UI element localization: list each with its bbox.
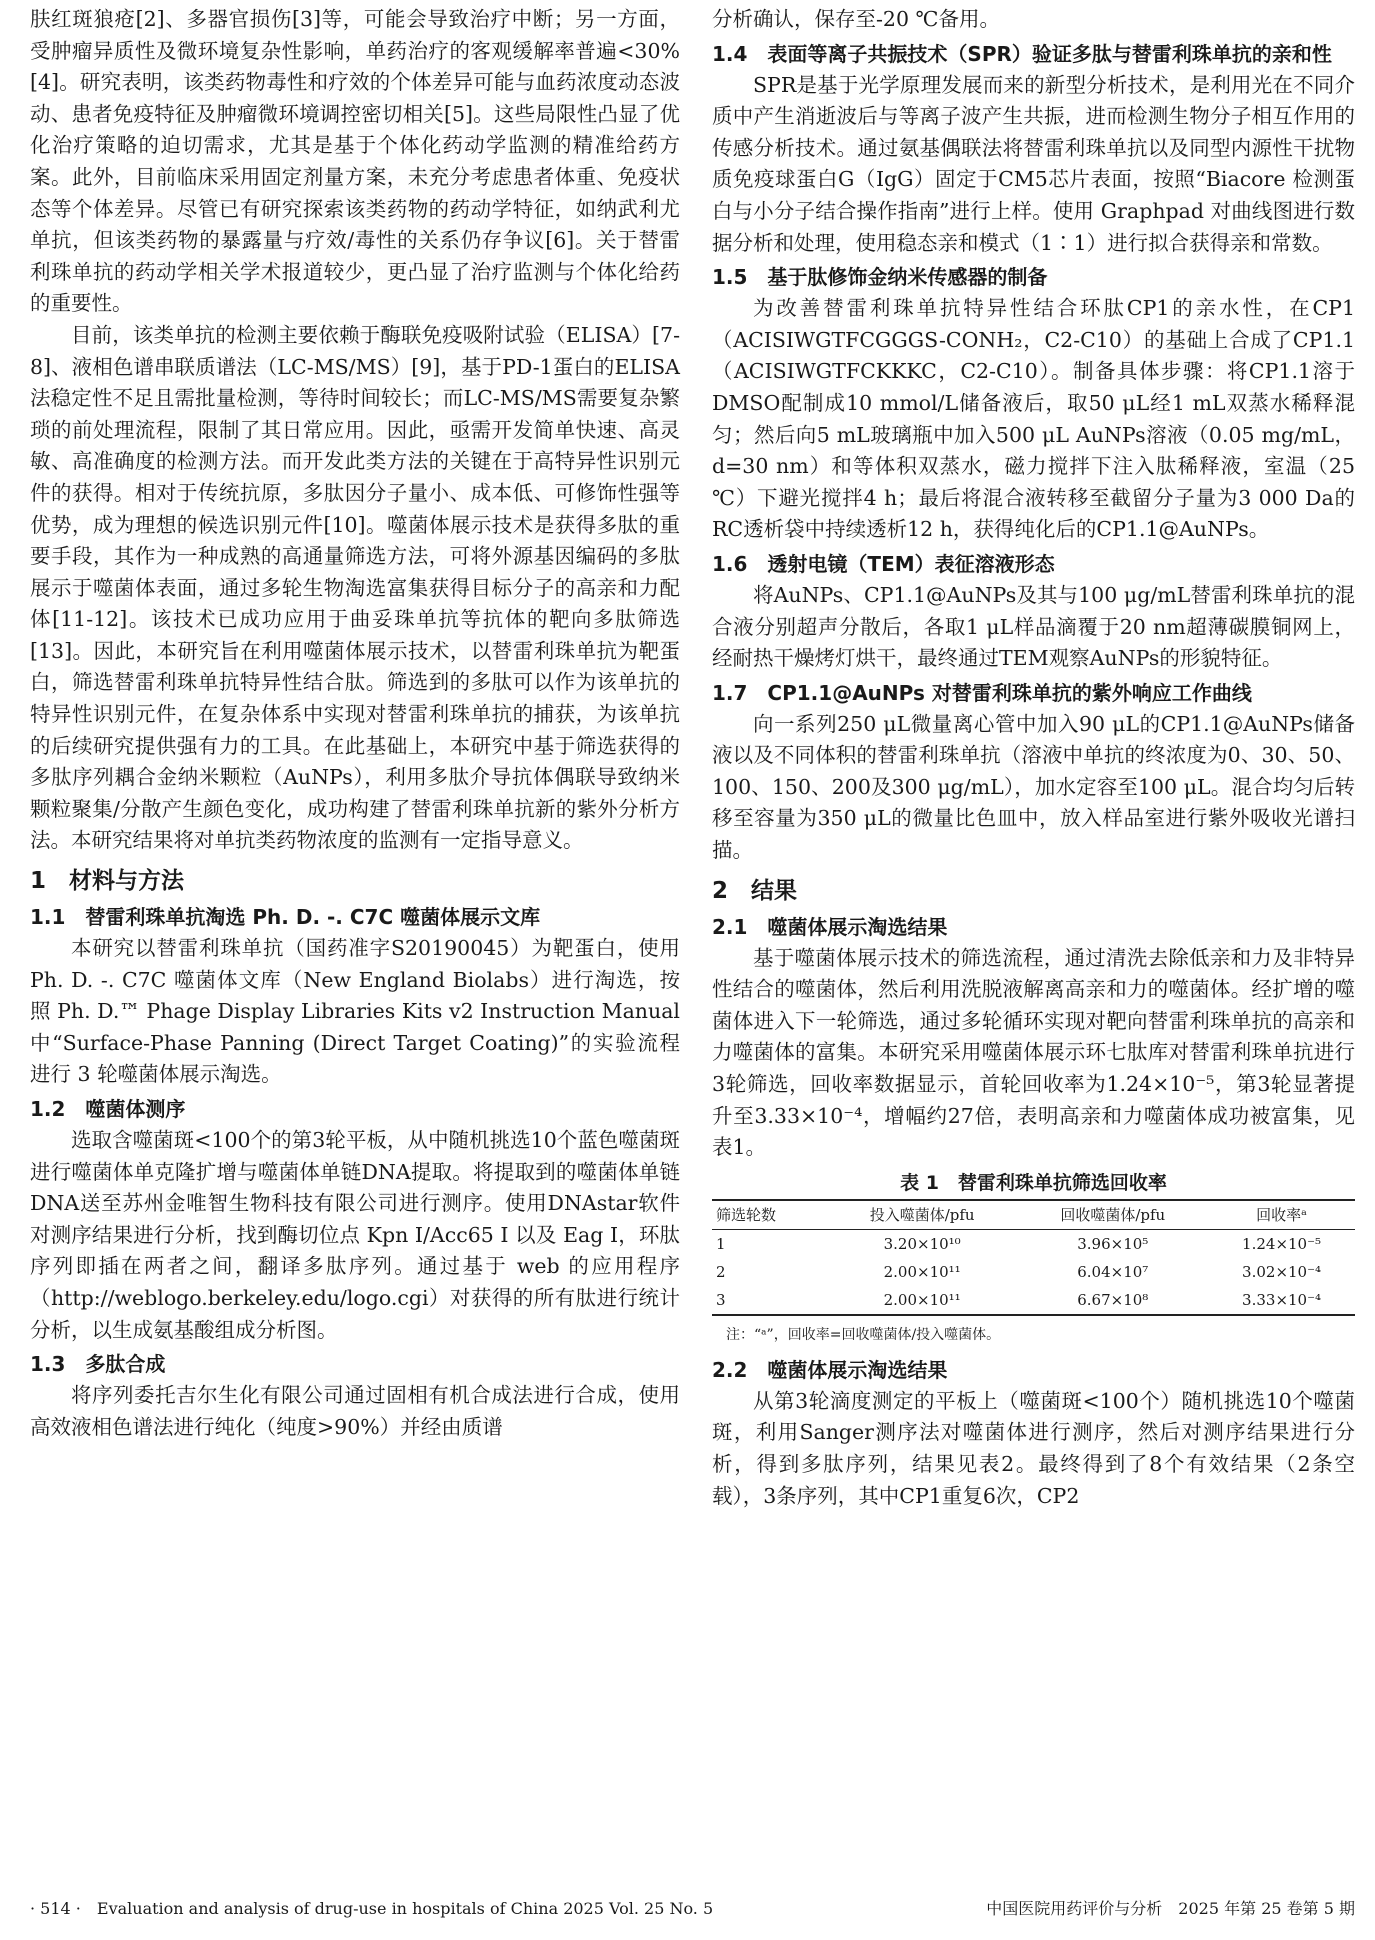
table-cell: 3.02×10⁻⁴ [1242,1262,1322,1281]
table-cell: 3.20×10¹⁰ [883,1234,961,1253]
left-column [30,4,680,1443]
section-heading: 1 材料与方法 [30,868,185,895]
subsection-heading: 1.5 基于肽修饰金纳米传感器的制备 [712,265,1048,290]
paragraph: 向一系列250 μL微量离心管中加入90 μL的CP1.1@AuNPs储备液以及不同体积的替雷利珠单抗（溶液中单抗的终浓度为0、30、50、100、150、200及300 μg/mL），加水定容至100 μL。混合均匀后转移至容量为350 μL的微量比色皿中，放入样品室进行紫外吸收光谱扫描。 [712,711,1355,863]
recovery-table [712,1199,1355,1316]
paragraph: 目前，该类单抗的检测主要依赖于酶联免疫吸附试验（ELISA）[7-8]、液相色谱串联质谱法（LC-MS/MS）[9]，基于PD-1蛋白的ELISA法稳定性不足且需批量检测，等待时间较长；而LC-MS/MS需要复杂繁琐的前处理流程，限制了其日常应用。因此，亟需开发简单快速、高灵敏、高准确度的检测方法。而开发此类方法的关键在于高特异性识别元件的获得。相对于传统抗原，多肽因分子量小、成本低、可修饰性强等优势，成为理想的候选识别元件[10]。噬菌体展示技术是获得多肽的重要手段，其作为一种成熟的高通量筛选方法，可将外源基因编码的多肽展示于噬菌体表面，通过多轮生物淘选富集获得目标分子的高亲和力配体[11-12]。该技术已成功应用于曲妥珠单抗等抗体的靶向多肽筛选[13]。因此，本研究旨在利用噬菌体展示技术，以替雷利珠单抗为靶蛋白，筛选替雷利珠单抗特异性结合肽。筛选到的多肽可以作为该单抗的特异性识别元件，在复杂体系中实现对替雷利珠单抗的捕获，为该单抗的后续研究提供强有力的工具。在此基础上，本研究中基于筛选获得的多肽序列耦合金纳米颗粒（AuNPs），利用多肽介导抗体偶联导致纳米颗粒聚集/分散产生颜色变化，成功构建了替雷利珠单抗新的紫外分析方法。本研究结果将对单抗类药物浓度的监测有一定指导意义。 [30,322,680,853]
table-cell: 6.04×10⁷ [1077,1262,1149,1281]
table-row [712,1258,1355,1286]
table-cell: 3.33×10⁻⁴ [1242,1290,1322,1309]
subsection-heading: 2.1 噬菌体展示淘选结果 [712,914,948,939]
table-1 [712,1168,1355,1344]
table-cell: 1 [716,1234,726,1253]
table-header-cell: 筛选轮数 [716,1205,777,1224]
subsection-heading: 1.7 CP1.1@AuNPs 对替雷利珠单抗的紫外响应工作曲线 [712,680,1252,705]
table-row [712,1286,1355,1315]
footer-right: 中国医院用药评价与分析 2025 年第 25 卷第 5 期 [986,1899,1355,1918]
paragraph: 将序列委托吉尔生化有限公司通过固相有机合成法进行合成，使用高效液相色谱法进行纯化（纯度>90%）并经由质谱 [30,1383,680,1439]
right-column [712,4,1355,1512]
table-row [712,1229,1355,1258]
paragraph: 将AuNPs、CP1.1@AuNPs及其与100 μg/mL替雷利珠单抗的混合液分别超声分散后，各取1 μL样品滴覆于20 nm超薄碳膜铜网上，经耐热干燥烤灯烘干，最终通过TEM观察AuNPs的形貌特征。 [712,582,1355,671]
paragraph: 为改善替雷利珠单抗特异性结合环肽CP1的亲水性，在CP1（ACISIWGTFCGGGS-CONH₂，C2-C10）的基础上合成了CP1.1（ACISIWGTFCKKKC，C2-C10）。制备具体步骤：将CP1.1溶于DMSO配制成10 mmol/L储备液后，取50 μL经1 mL双蒸水稀释混匀；然后向5 mL玻璃瓶中加入500 μL AuNPs溶液（0.05 mg/mL，d=30 nm）和等体积双蒸水，磁力搅拌下注入肽稀释液，室温（25 ℃）下避光搅拌4 h；最后将混合液转移至截留分子量为3 000 Da的RC透析袋中持续透析12 h，获得纯化后的CP1.1@AuNPs。 [712,296,1355,542]
subsection-heading: 1.1 替雷利珠单抗淘选 Ph. D. -. C7C 噬菌体展示文库 [30,905,541,930]
section-heading: 2 结果 [712,877,798,904]
table-note: 注：“ᵃ”，回收率=回收噬菌体/投入噬菌体。 [726,1326,1001,1343]
paragraph: 肤红斑狼疮[2]、多器官损伤[3]等，可能会导致治疗中断；另一方面，受肿瘤异质性及微环境复杂性影响，单药治疗的客观缓解率普遍<30%[4]。研究表明，该类药物毒性和疗效的个体差异可能与血药浓度动态波动、患者免疫特征及肿瘤微环境调控密切相关[5]。这些局限性凸显了优化治疗策略的迫切需求，尤其是基于个体化药动学监测的精准给药方案。此外，目前临床采用固定剂量方案，未充分考虑患者体重、免疫状态等个体差异。尽管已有研究探索该类药物的药动学特征，如纳武利尤单抗，但该类药物的暴露量与疗效/毒性的关系仍存争议[6]。关于替雷利珠单抗的药动学相关学术报道较少，更凸显了治疗监测与个体化给药的重要性。 [30,7,680,316]
table-cell: 1.24×10⁻⁵ [1242,1234,1322,1253]
paragraph: 基于噬菌体展示技术的筛选流程，通过清洗去除低亲和力及非特异性结合的噬菌体，然后利用洗脱液解离高亲和力的噬菌体。经扩增的噬菌体进入下一轮筛选，通过多轮循环实现对靶向替雷利珠单抗的高亲和力噬菌体的富集。本研究采用噬菌体展示环七肽库对替雷利珠单抗进行3轮筛选，回收率数据显示，首轮回收率为1.24×10⁻⁵，第3轮显著提升至3.33×10⁻⁴，增幅约27倍，表明高亲和力噬菌体成功被富集，见表1。 [712,945,1355,1160]
table-cell: 2 [716,1262,726,1281]
table-cell: 3.96×10⁵ [1077,1234,1149,1253]
table-header-cell: 回收率ᵃ [1256,1205,1307,1224]
paragraph: 从第3轮滴度测定的平板上（噬菌斑<100个）随机挑选10个噬菌斑，利用Sanger测序法对噬菌体进行测序，然后对测序结果进行分析，得到多肽序列，结果见表2。最终得到了8个有效结果（2条空载），3条序列，其中CP1重复6次，CP2 [712,1388,1355,1508]
footer-left: · 514 · Evaluation and analysis of drug-use in hospitals of China 2025 Vol. 25 No. 5 [30,1899,714,1918]
table-cell: 6.67×10⁸ [1077,1290,1149,1309]
paragraph: 本研究以替雷利珠单抗（国药准字S20190045）为靶蛋白，使用 Ph. D. -. C7C 噬菌体文库（New England Biolabs）进行淘选，按照 Ph. D.™ Phage Display Libraries Kits v2 Instruction Manual 中“Surface-Phase Panning (Direct Target Coating)”的实验流程进行 3 轮噬菌体展示淘选。 [30,936,680,1087]
subsection-heading: 1.2 噬菌体测序 [30,1097,186,1121]
table-header-cell: 投入噬菌体/pfu [869,1205,975,1224]
table-title: 表 1 替雷利珠单抗筛选回收率 [900,1171,1167,1194]
table-header-cell: 回收噬菌体/pfu [1060,1205,1166,1224]
table-cell: 2.00×10¹¹ [883,1262,961,1281]
paragraph: 分析确认，保存至-20 ℃备用。 [712,7,1000,31]
paragraph: SPR是基于光学原理发展而来的新型分析技术，是利用光在不同介质中产生消逝波后与等离子波产生共振，进而检测生物分子相互作用的传感分析技术。通过氨基偶联法将替雷利珠单抗以及同型内源性干扰物质免疫球蛋白G（IgG）固定于CM5芯片表面，按照“Biacore 检测蛋白与小分子结合操作指南”进行上样。使用 Graphpad 对曲线图进行数据分析和处理，使用稳态亲和模式（1∶1）进行拟合获得亲和常数。 [712,72,1355,255]
paragraph: 选取含噬菌斑<100个的第3轮平板，从中随机挑选10个蓝色噬菌斑进行噬菌体单克隆扩增与噬菌体单链DNA提取。将提取到的噬菌体单链DNA送至苏州金唯智生物科技有限公司进行测序。使用DNAstar软件对测序结果进行分析，找到酶切位点 Kpn I/Acc65 I 以及 Eag I，环肽序列即插在两者之间，翻译多肽序列。通过基于 web 的应用程序（http://weblogo.berkeley.edu/logo.cgi）对获得的所有肽进行统计分析，以生成氨基酸组成分析图。 [30,1128,680,1342]
page-footer [30,1896,1355,1919]
subsection-heading: 1.3 多肽合成 [30,1352,166,1377]
subsection-heading: 2.2 噬菌体展示淘选结果 [712,1357,948,1382]
subsection-heading: 1.4 表面等离子共振技术（SPR）验证多肽与替雷利珠单抗的亲和性 [712,41,1332,66]
table-header-row [712,1200,1355,1230]
table-cell: 3 [716,1290,726,1309]
table-cell: 2.00×10¹¹ [883,1290,961,1309]
subsection-heading: 1.6 透射电镜（TEM）表征溶液形态 [712,551,1055,576]
